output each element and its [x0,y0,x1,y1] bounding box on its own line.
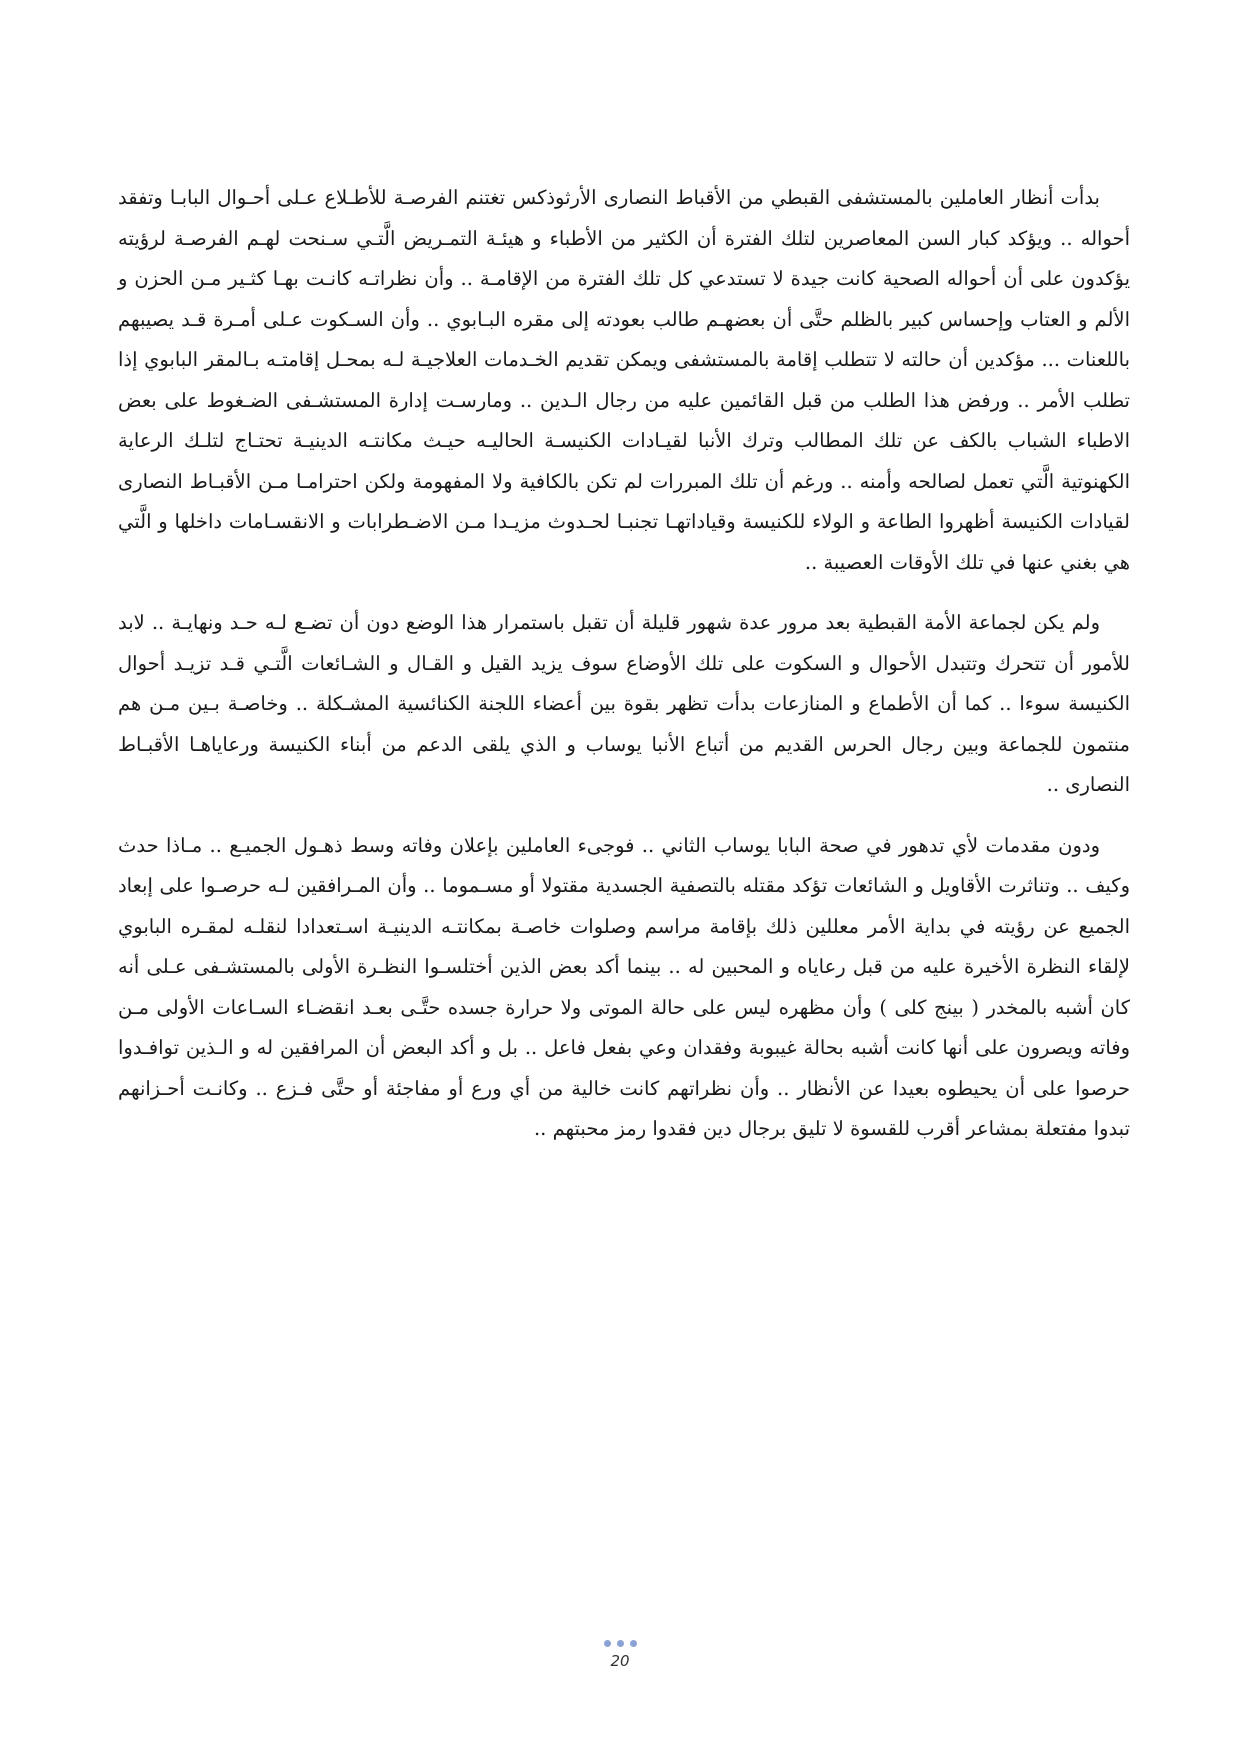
page-number: 20 [610,1652,630,1670]
dots-ornament-icon [0,1640,1240,1652]
paragraph-2: ولم يكن لجماعة الأمة القبطية بعد مرور عدة شهور قليلة أن تقبل باستمرار هذا الوضع دون أن تضـع لـه حـد ونهايـة .. لابد للأمور أن تتحرك وتتبدل الأحوال و السكوت على تلك الأوضاع سوف يزيد القيل و القـال و الشـائعات الَّتـي قـد تزيـد أحوال الكنيسة سوءا .. كما أن الأطماع و المنازعات بدأت تظهر بقوة بين أعضاء اللجنة الكنائسية المشـكلة .. وخاصـة بـين مـن هم منتمون للجماعة وبين رجال الحرس القديم من أتباع الأنبا يوساب و الذي يلقى الدعم من أبناء الكنيسة ورعاياهـا الأقبـاط النصارى .. [118,611,1130,796]
dot-icon [630,1640,637,1647]
dot-icon [617,1640,624,1647]
page-footer [0,1640,1240,1670]
paragraph-1: بدأت أنظار العاملين بالمستشفى القبطي من الأقباط النصارى الأرثوذكس تغتنم الفرصـة للأطـلاع عـلى أحـوال البابـا وتفقد أحواله .. ويؤكد كبار السن المعاصرين لتلك الفترة أن الكثير من الأطباء و هيئـة التمـريض الَّتـي سـنحت لهـم الفرصـة لرؤيته يؤكدون على أن أحواله الصحية كانت جيدة لا تستدعي كل تلك الفترة من الإقامـة .. وأن نظراتـه كانـت بهـا كثـير مـن الحزن و الألم و العتاب وإحساس كبير بالظلم حتَّى أن بعضهـم طالب بعودته إلى مقره البـابوي .. وأن السـكوت عـلى أمـرة قـد يصيبهم باللعنات ... مؤكدين أن حالته لا تتطلب إقامة بالمستشفى ويمكن تقديم الخـدمات العلاجيـة لـه بمحـل إقامتـه بـالمقر البابوي إذا تطلب الأمر .. ورفض هذا الطلب من قبل القائمين عليه من رجال الـدين .. ومارسـت إدارة المستشـفى الضـغوط على بعض الاطباء الشباب بالكف عن تلك المطالب وترك الأنبا لقيـادات الكنيسـة الحاليـه حيـث مكانتـه الدينيـة تحتـاج لتلـك الرعاية الكهنوتية الَّتي تعمل لصالحه وأمنه .. ورغم أن تلك المبررات لم تكن بالكافية ولا المفهومة ولكن احترامـا مـن الأقبـاط النصارى لقيادات الكنيسة أظهروا الطاعة و الولاء للكنيسة وقياداتهـا تجنبـا لحـدوث مزيـدا مـن الاضـطرابات و الانقسـامات داخلها و الَّتي هي بغني عنها في تلك الأوقات العصيبة .. [118,186,1130,574]
dot-icon [604,1640,611,1647]
page-body [118,178,1130,1170]
paragraph-3: ودون مقدمات لأي تدهور في صحة البابا يوساب الثاني .. فوجىء العاملين بإعلان وفاته وسط ذهـول الجميـع .. مـاذا حدث وكيف .. وتناثرت الأقاويل و الشائعات تؤكد مقتله بالتصفية الجسدية مقتولا أو مسـموما .. وأن المـرافقين لـه حرصـوا على إبعاد الجميع عن رؤيته في بداية الأمر معللين ذلك بإقامة مراسم وصلوات خاصـة بمكانتـه الدينيـة اسـتعدادا لنقلـه لمقـره البابوي لإلقاء النظرة الأخيرة عليه من قبل رعاياه و المحبين له .. بينما أكد بعض الذين أختلسـوا النظـرة الأولى بالمستشـفى عـلى أنه كان أشبه بالمخدر ( بينج كلى ) وأن مظهره ليس على حالة الموتى ولا حرارة جسده حتَّـى بعـد انقضـاء السـاعات الأولى مـن وفاته ويصرون على أنها كانت أشبه بحالة غيبوبة وفقدان وعي بفعل فاعل .. بل و أكد البعض أن المرافقين له و الـذين توافـدوا حرصوا على أن يحيطوه بعيدا عن الأنظار .. وأن نظراتهم كانت خالية من أي ورع أو مفاجئة أو حتَّى فـزع .. وكانـت أحـزانهم تبدوا مفتعلة بمشاعر أقرب للقسوة لا تليق برجال دين فقدوا رمز محبتهم .. [118,833,1130,1140]
